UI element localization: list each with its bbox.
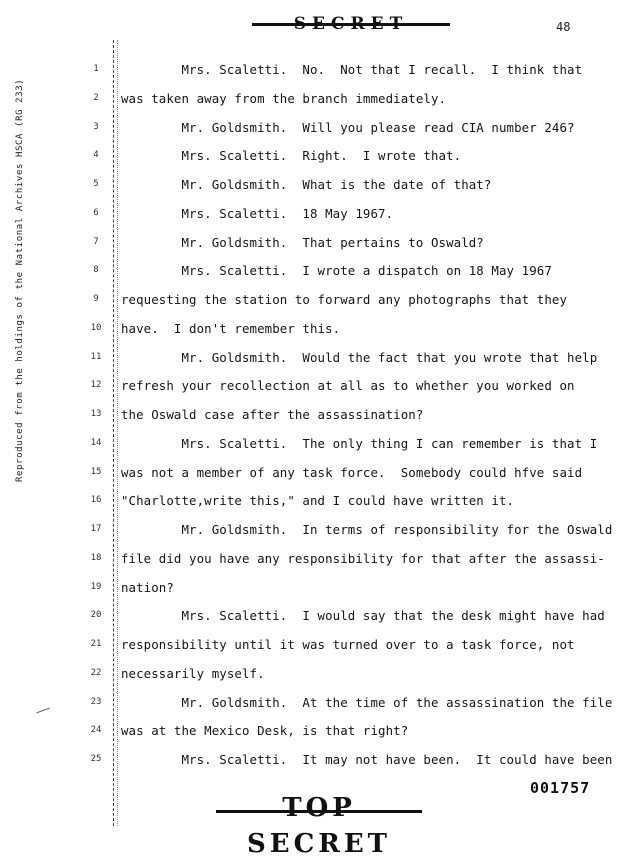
transcript-line: refresh your recollection at all as to whether you worked on <box>121 378 575 394</box>
transcript-line: was not a member of any task force. Somebody could hfve said <box>121 464 583 480</box>
document-number: 001757 <box>530 779 591 797</box>
line-number: 15 <box>90 466 102 477</box>
line-number: 1 <box>93 64 99 74</box>
line-number: 8 <box>93 265 99 276</box>
transcript-line: Mr. Goldsmith. What is the date of that? <box>121 177 492 192</box>
line-number: 11 <box>90 351 102 362</box>
archive-side-stamp: Reproduced from the holdings of the National Archives HSCA (RG 233) <box>15 78 25 482</box>
line-number: 7 <box>93 236 99 247</box>
transcript-line: Mr. Goldsmith. In terms of responsibility for the Oswald <box>121 522 613 537</box>
transcript-line: requesting the station to forward any photographs that they <box>121 292 568 307</box>
transcript-line: responsibility until it was turned over to a task force, not <box>121 637 575 652</box>
line-number: 9 <box>93 294 99 304</box>
transcript-line: was at the Mexico Desk, is that right? <box>121 723 409 739</box>
classification-bottom-stamp: TOP SECRET <box>216 790 422 826</box>
line-number: 12 <box>90 380 102 391</box>
line-number: 18 <box>90 552 102 563</box>
transcript-line: Mr. Goldsmith. At the time of the assassination the file <box>121 694 613 710</box>
line-number: 21 <box>90 639 102 649</box>
transcript-line: Mrs. Scaletti. 18 May 1967. <box>121 205 394 221</box>
page-number: 48 <box>556 20 571 34</box>
line-number: 16 <box>90 495 102 506</box>
transcript-line: the Oswald case after the assassination? <box>121 407 424 422</box>
line-number: 4 <box>93 150 99 161</box>
line-number: 5 <box>93 179 99 189</box>
line-number: 23 <box>90 696 102 707</box>
margin-tick-mark <box>36 708 49 714</box>
line-number: 17 <box>90 524 102 534</box>
line-number: 22 <box>90 667 102 678</box>
line-number: 14 <box>90 437 102 448</box>
transcript-line: file did you have any responsibility for that after the assassi- <box>121 550 605 566</box>
transcript-line: Mr. Goldsmith. That pertains to Oswald? <box>121 234 484 250</box>
line-number: 24 <box>90 725 102 736</box>
margin-rule-secondary <box>117 40 119 826</box>
transcript-line: Mrs. Scaletti. Right. I wrote that. <box>121 148 462 164</box>
transcript-line: Mrs. Scaletti. No. Not that I recall. I think that <box>121 62 583 77</box>
transcript-line: necessarily myself. <box>121 665 265 681</box>
transcript-line: Mr. Goldsmith. Would the fact that you wrote that help <box>121 349 598 365</box>
transcript-line: "Charlotte,write this," and I could have written it. <box>121 493 515 509</box>
transcript-line: nation? <box>121 579 174 595</box>
line-number: 2 <box>93 92 99 103</box>
transcript-line: Mrs. Scaletti. The only thing I can remember is that I <box>121 435 598 451</box>
margin-rule <box>113 40 115 826</box>
line-number: 19 <box>90 581 102 592</box>
line-number: 20 <box>90 610 102 621</box>
transcript-line: have. I don't remember this. <box>121 320 341 336</box>
transcript-line: Mrs. Scaletti. I wrote a dispatch on 18 May 1967 <box>121 263 552 279</box>
transcript-line: Mr. Goldsmith. Will you please read CIA number 246? <box>121 119 575 135</box>
line-number: 13 <box>90 409 102 419</box>
line-number: 10 <box>90 322 102 333</box>
transcript-line: Mrs. Scaletti. I would say that the desk might have had <box>121 608 605 624</box>
line-number: 3 <box>93 121 99 132</box>
transcript-line: was taken away from the branch immediately. <box>121 90 447 106</box>
line-number: 25 <box>90 754 102 764</box>
line-number: 6 <box>93 207 99 218</box>
transcript-line: Mrs. Scaletti. It may not have been. It could have been <box>121 752 613 767</box>
classification-top-mark: SECRET <box>252 14 450 34</box>
